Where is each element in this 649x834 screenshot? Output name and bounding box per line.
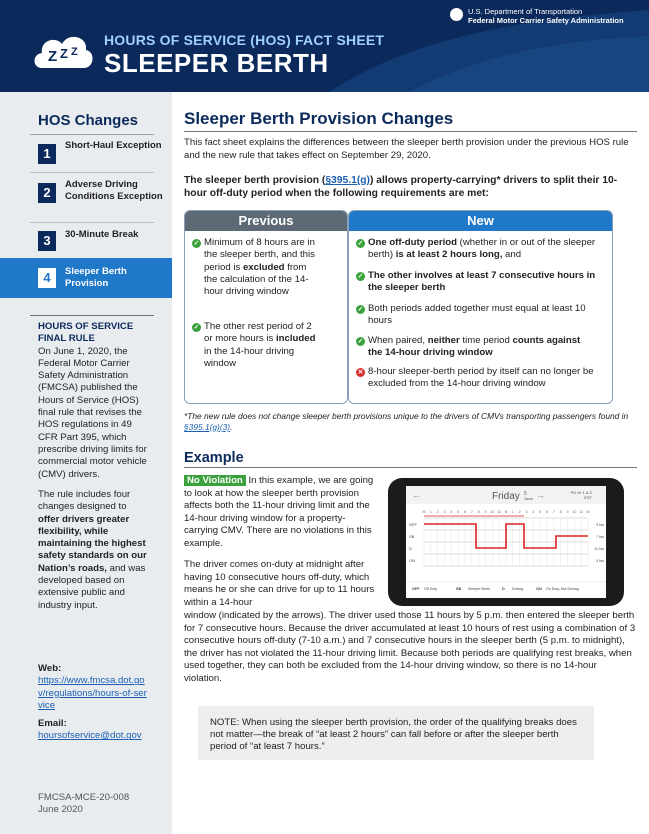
note-text: NOTE: When using the sleeper berth provision, the order of the qualifying breaks does not matter—the break of “at least 2 hours” can fall before or after the sleeper berth period of “at least 7 hours.” xyxy=(210,717,577,752)
day-sub-2: June xyxy=(524,496,533,501)
new-b4-a: When paired, xyxy=(368,335,428,346)
sidebar-rule xyxy=(30,315,154,316)
header-right-bottom: EST xyxy=(584,495,592,500)
email-label: Email: xyxy=(38,718,67,730)
header-subtitle: HOURS OF SERVICE (HOS) FACT SHEET xyxy=(104,32,385,48)
header-banner xyxy=(0,0,649,92)
example-paragraph-2a: The driver comes on-duty at midnight after having 10 consecutive hours off-duty, which means he or she can drive for up to 11 hours within a 14-hour xyxy=(184,559,375,608)
document-date: June 2020 xyxy=(38,804,83,816)
legend-item: Driving xyxy=(512,587,524,591)
sidebar-item-label: Short-Haul Exception xyxy=(65,140,162,151)
footnote-text-b: . xyxy=(230,422,233,432)
prev-b1-c: from the calculation of the 14-hour driving window xyxy=(204,261,309,298)
note-callout xyxy=(198,706,594,760)
hour-tick-label: 8 xyxy=(559,510,562,514)
day-label: Friday xyxy=(492,491,520,502)
check-icon: ✓ xyxy=(357,338,364,345)
title-rule xyxy=(184,131,637,132)
sidebar-separator xyxy=(30,172,154,173)
hour-tick-label: M xyxy=(586,510,590,514)
new-bullet-3 xyxy=(356,303,596,328)
prev-b1-a: Minimum of 8 hours are in the sleeper berth, and this period is xyxy=(204,237,315,273)
hour-tick-label: 4 xyxy=(532,510,535,514)
hour-tick-label: 4 xyxy=(450,510,453,514)
day-sub: 5 xyxy=(524,491,527,497)
hour-tick-label: 2 xyxy=(518,510,521,514)
final-rule-block xyxy=(38,321,150,481)
sidebar xyxy=(0,92,172,834)
hour-labels xyxy=(423,510,590,514)
rule-text-c: and was developed based on extensive public and industry input. xyxy=(38,562,146,611)
hour-tick-label: 5 xyxy=(457,510,460,514)
hour-tick-label: 3 xyxy=(443,510,446,514)
duty-row-label: D xyxy=(409,546,412,551)
example-p1-text: In this example, we are going to look at how the sleeper berth provision affects both the 11-hour driving limit and the 14-hour driving window for a property-carrying CMV. There are no violations in this example. xyxy=(184,475,374,549)
legend-item: Off Duty xyxy=(424,587,438,591)
lead-text-a: The sleeper berth provision ( xyxy=(184,175,326,186)
hour-tick-label: 6 xyxy=(546,510,548,514)
new-b1-a: One off-duty period xyxy=(368,237,457,248)
svg-text:Z: Z xyxy=(71,46,78,58)
hour-tick-label: 1 xyxy=(511,510,514,514)
sidebar-separator xyxy=(30,222,154,223)
rule-text-b: offer drivers greater flexibility, while maintaining the highest safety standards on our Nation’s roads, xyxy=(38,513,147,574)
new-b2: The other involves at least 7 consecutive hours in the sleeper berth xyxy=(368,270,596,294)
lead-paragraph xyxy=(184,175,637,200)
back-arrow-icon: ← xyxy=(412,490,421,500)
hour-tick-label: 11 xyxy=(497,510,502,514)
new-b4-c: time period xyxy=(459,335,513,346)
duty-totals xyxy=(594,523,604,563)
new-bullet-4 xyxy=(356,335,596,360)
no-violation-badge: No Violation xyxy=(184,475,246,486)
duty-row-total: 3 hrs xyxy=(596,559,604,563)
sidebar-item-label: Adverse Driving Conditions Exception xyxy=(65,179,163,202)
legend-item: D xyxy=(502,587,505,591)
hour-tick-label: 8 xyxy=(477,510,480,514)
previous-bullet-2 xyxy=(192,321,320,370)
hour-tick-label: 7 xyxy=(470,510,473,514)
new-b1-d: and xyxy=(502,249,522,261)
check-icon: ✓ xyxy=(193,240,200,247)
hour-tick-label: 3 xyxy=(525,510,528,514)
legend-item: ON xyxy=(536,587,542,591)
contact-block xyxy=(38,663,150,743)
new-b3: Both periods added together must equal at least 10 hours xyxy=(368,303,586,327)
example-heading: Example xyxy=(184,450,244,466)
new-bullet-2 xyxy=(356,270,596,295)
hour-tick-label: 9 xyxy=(566,510,569,514)
svg-text:Z: Z xyxy=(48,48,58,65)
check-icon: ✓ xyxy=(357,273,364,280)
hour-tick-label: 9 xyxy=(484,510,487,514)
sidebar-item-number: 1 xyxy=(38,144,56,164)
section-395-1g-link[interactable]: §395.1(g) xyxy=(325,175,370,186)
agency-line-2: Federal Motor Carrier Safety Administration xyxy=(468,16,624,25)
document-id-block xyxy=(38,792,150,817)
main-content xyxy=(172,92,649,834)
prev-b2-b: included xyxy=(275,333,316,345)
example-paragraph-1 xyxy=(184,475,374,551)
header-title: SLEEPER BERTH xyxy=(104,48,329,78)
web-link[interactable]: https://www.fmcsa.dot.gov/regulations/hours-of-service xyxy=(38,675,147,711)
previous-heading: Previous xyxy=(185,211,347,231)
check-icon: ✓ xyxy=(357,240,364,247)
intro-paragraph: This fact sheet explains the differences between the sleeper berth provision under the previous HOS rule and the new rule that takes effect on September 29, 2020. xyxy=(184,137,629,161)
sidebar-item-label: 30-Minute Break xyxy=(65,229,139,240)
header-right-top: PD Hr 1 & 2 xyxy=(570,490,592,495)
new-b1-c: is at least 2 hours long, xyxy=(395,249,503,261)
web-label: Web: xyxy=(38,663,62,674)
legend-item: Sleeper Berth xyxy=(468,587,490,591)
hour-tick-label: 1 xyxy=(429,510,432,514)
duty-row-label: ON xyxy=(409,558,415,563)
sidebar-item-label: Sleeper Berth Provision xyxy=(65,266,127,289)
rule-summary-text xyxy=(38,489,150,612)
lead-text-b: ) allows property-carrying* drivers to split their 10-hour off-duty period when the following requirements are met: xyxy=(184,175,618,199)
new-rule-box xyxy=(348,210,613,404)
new-b5: 8-hour sleeper-berth period by itself can no longer be excluded from the 14-hour driving window xyxy=(368,366,594,390)
section-395-1g3-link[interactable]: §395.1(g)(3) xyxy=(184,422,231,432)
hour-tick-label: 10 xyxy=(572,510,577,514)
eld-logbook-graph xyxy=(406,486,606,598)
prev-b2-c: in the 14-hour driving window xyxy=(204,345,295,369)
example-paragraph-2b: window (indicated by the arrows). The driver used those 11 hours by 5 p.m. then entered the sleeper berth for 7 consecutive hours. Because the driver accumulated at least 10 hours of rest using a combination of 3 consecutive hours off-duty (7-10 a.m.) and 7 consecutive hours in the sleeper berth (5 p.m. to midnight), the driver has not violated the 11-hour driving limit. Because both periods are qualifying rest breaks, when used together, they can both be excluded from the 14-hour driving window, so there is no 14-hour violation. xyxy=(184,610,636,684)
final-rule-heading: HOURS OF SERVICE FINAL RULE xyxy=(38,321,134,345)
agency-line-1: U.S. Department of Transportation xyxy=(468,7,583,16)
duty-row-total: 3 hrs xyxy=(596,523,604,527)
sidebar-item-number: 4 xyxy=(38,268,56,288)
duty-status-line xyxy=(424,524,588,548)
hour-tick-label: 7 xyxy=(552,510,555,514)
previous-rule-box xyxy=(184,210,348,404)
hour-tick-label: M xyxy=(422,510,426,514)
check-icon: ✓ xyxy=(193,324,200,331)
duty-row-label: SB xyxy=(409,534,415,539)
hour-tick-label: 6 xyxy=(464,510,466,514)
duty-status-labels xyxy=(409,522,418,563)
example-rule xyxy=(184,467,637,468)
duty-row-total: 11 hrs xyxy=(594,547,604,551)
footnote-text-a: *The new rule does not change sleeper berth provisions unique to the drivers of CMVs transporting passengers found in xyxy=(184,411,629,421)
hour-tick-label: N xyxy=(504,510,508,514)
email-link[interactable]: hoursofservice@dot.gov xyxy=(38,730,142,742)
prev-b2-a: The other rest period of 2 or more hours is xyxy=(204,321,312,345)
new-b4-d: counts against the 14-hour driving window xyxy=(368,335,581,359)
duty-row-total: 7 hrs xyxy=(596,535,604,539)
eld-phone-illustration xyxy=(388,478,624,606)
sidebar-heading: HOS Changes xyxy=(38,112,139,129)
legend-item: On Duty, Not Driving xyxy=(546,587,579,591)
sidebar-item-number: 2 xyxy=(38,183,56,203)
new-bullet-5 xyxy=(356,366,596,391)
footnote xyxy=(184,411,637,433)
hour-tick-label: 2 xyxy=(436,510,439,514)
rule-text-a: The rule includes four changes designed to xyxy=(38,489,131,513)
legend-item: OFF xyxy=(412,587,420,591)
document-id: FMCSA-MCE-20-008 xyxy=(38,792,130,803)
duty-row-label: OFF xyxy=(409,522,417,527)
new-b4-b: neither xyxy=(427,335,460,346)
dot-seal-icon xyxy=(450,8,463,21)
final-rule-text: On June 1, 2020, the Federal Motor Carrier Safety Administration (FMCSA) published the Hours of Service (HOS) final rule that revises the HOS regulations in 49 CFR Part 395, which prescribe driving limits for commercial motor vehicle (CMV) drivers. xyxy=(38,345,147,480)
svg-text:Z: Z xyxy=(60,46,68,61)
eld-screen xyxy=(406,486,606,598)
prev-b1-b: excluded xyxy=(242,261,285,273)
page-title: Sleeper Berth Provision Changes xyxy=(184,109,454,128)
hour-tick-label: 11 xyxy=(579,510,584,514)
sleep-zzz-icon xyxy=(30,28,96,74)
new-bullet-1 xyxy=(356,237,596,262)
x-mark-icon: ✕ xyxy=(357,369,364,376)
new-heading: New xyxy=(349,211,612,231)
forward-arrow-icon: → xyxy=(536,490,545,500)
sidebar-item-number: 3 xyxy=(38,231,56,251)
new-b1-b: (whether in or out of the sleeper berth) xyxy=(368,237,596,261)
hour-tick-label: 10 xyxy=(490,510,495,514)
legend-item: SB xyxy=(456,587,462,591)
sidebar-heading-rule xyxy=(30,134,154,135)
previous-bullet-1 xyxy=(192,237,320,298)
check-icon: ✓ xyxy=(357,306,364,313)
sidebar-item-sleeper-berth[interactable] xyxy=(0,258,172,298)
hour-tick-label: 5 xyxy=(539,510,542,514)
eld-legend xyxy=(412,587,579,591)
